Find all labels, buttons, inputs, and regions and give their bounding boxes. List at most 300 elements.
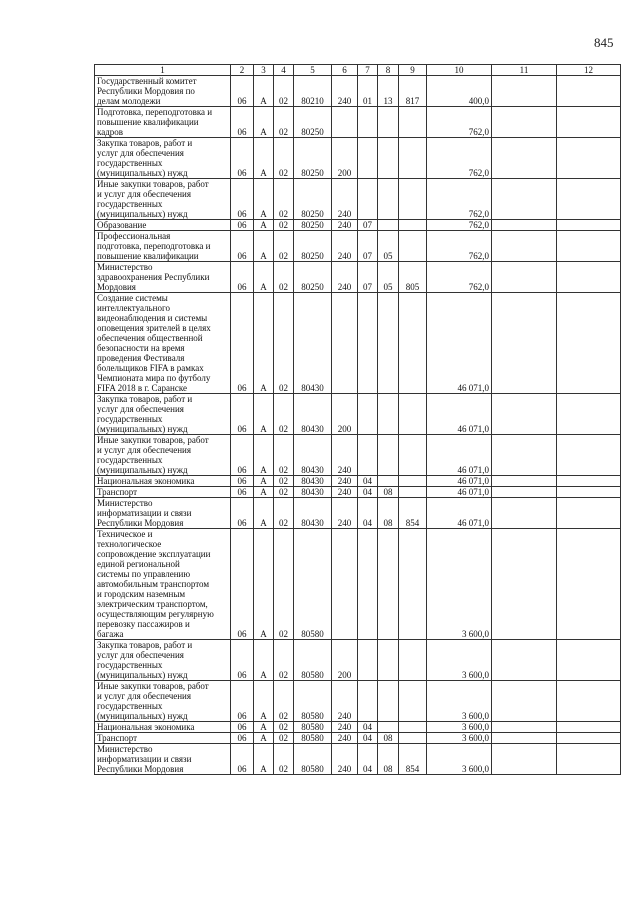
code-cell-c3: А: [254, 220, 274, 231]
code-cell-c9: [399, 179, 427, 220]
code-cell-c8: [378, 220, 399, 231]
amount-cell: 46 071,0: [427, 487, 492, 498]
code-cell-c4: 02: [274, 498, 294, 529]
row-name-line: информатизации и связи: [97, 508, 192, 518]
amount-cell: 762,0: [427, 231, 492, 262]
row-name-line: и услуг для обеспечения: [97, 189, 192, 199]
amount-cell: 762,0: [427, 220, 492, 231]
row-name-line: Техническое и: [97, 529, 153, 539]
column-header: 3: [254, 65, 274, 76]
table-row: [95, 744, 621, 775]
code-cell-c5: 80430: [294, 487, 332, 498]
row-name-line: Государственный комитет: [97, 76, 197, 86]
amount-cell: 3 600,0: [427, 722, 492, 733]
code-cell-c9: 805: [399, 262, 427, 293]
code-cell-c3: А: [254, 262, 274, 293]
row-name-line: Мордовия: [97, 282, 136, 292]
code-cell-c2: 06: [231, 681, 254, 722]
table-row: [95, 231, 621, 262]
code-cell-c5: 80210: [294, 76, 332, 107]
budget-table: [94, 64, 621, 775]
column-header: 6: [332, 65, 358, 76]
code-cell-c12: [557, 476, 621, 487]
row-name-line: обеспечения общественной: [97, 333, 203, 343]
row-name-line: Министерство: [97, 744, 153, 754]
row-name-line: Закупка товаров, работ и: [97, 394, 193, 404]
code-cell-c11: [492, 733, 557, 744]
code-cell-c12: [557, 487, 621, 498]
amount-cell: 3 600,0: [427, 744, 492, 775]
row-name-line: сопровождение эксплуатации: [97, 549, 211, 559]
code-cell-c3: А: [254, 138, 274, 179]
code-cell-c2: 06: [231, 394, 254, 435]
code-cell-c8: [378, 179, 399, 220]
code-cell-c2: 06: [231, 220, 254, 231]
code-cell-c12: [557, 138, 621, 179]
row-name-line: государственных: [97, 701, 163, 711]
amount-cell: 46 071,0: [427, 476, 492, 487]
row-name-cell: [95, 733, 231, 744]
row-name-cell: [95, 681, 231, 722]
row-name-line: безопасности на время: [97, 343, 185, 353]
column-header: 11: [492, 65, 557, 76]
code-cell-c5: 80580: [294, 529, 332, 640]
code-cell-c11: [492, 293, 557, 394]
code-cell-c12: [557, 435, 621, 476]
code-cell-c4: 02: [274, 476, 294, 487]
code-cell-c12: [557, 681, 621, 722]
code-cell-c3: А: [254, 498, 274, 529]
row-name-line: Министерство: [97, 498, 153, 508]
code-cell-c9: 854: [399, 498, 427, 529]
code-cell-c7: 04: [358, 476, 378, 487]
code-cell-c4: 02: [274, 231, 294, 262]
row-name-line: Республики Мордовия: [97, 764, 184, 774]
row-name-cell: [95, 394, 231, 435]
code-cell-c5: 80580: [294, 681, 332, 722]
row-name-line: здравоохранения Республики: [97, 272, 210, 282]
code-cell-c7: 04: [358, 722, 378, 733]
code-cell-c12: [557, 640, 621, 681]
code-cell-c7: 07: [358, 262, 378, 293]
row-name-line: информатизации и связи: [97, 754, 192, 764]
row-name-line: осуществляющим регулярную: [97, 609, 214, 619]
code-cell-c11: [492, 529, 557, 640]
code-cell-c2: 06: [231, 107, 254, 138]
code-cell-c2: 06: [231, 435, 254, 476]
amount-cell: 762,0: [427, 262, 492, 293]
code-cell-c3: А: [254, 476, 274, 487]
code-cell-c6: 200: [332, 138, 358, 179]
row-name-cell: [95, 262, 231, 293]
code-cell-c11: [492, 231, 557, 262]
row-name-line: Создание системы: [97, 293, 168, 303]
code-cell-c8: [378, 394, 399, 435]
code-cell-c9: [399, 640, 427, 681]
table-row: [95, 107, 621, 138]
table-row: [95, 476, 621, 487]
code-cell-c8: [378, 681, 399, 722]
code-cell-c4: 02: [274, 76, 294, 107]
row-name-cell: [95, 179, 231, 220]
code-cell-c12: [557, 744, 621, 775]
row-name-line: электрическим транспортом,: [97, 599, 208, 609]
table-row: [95, 76, 621, 107]
code-cell-c9: [399, 231, 427, 262]
code-cell-c3: А: [254, 744, 274, 775]
code-cell-c7: 07: [358, 231, 378, 262]
row-name-line: Транспорт: [97, 733, 138, 743]
header-row: [95, 65, 621, 76]
code-cell-c3: А: [254, 107, 274, 138]
code-cell-c3: А: [254, 722, 274, 733]
code-cell-c3: А: [254, 487, 274, 498]
code-cell-c7: [358, 107, 378, 138]
code-cell-c3: А: [254, 733, 274, 744]
row-name-line: интеллектуального: [97, 303, 170, 313]
code-cell-c12: [557, 76, 621, 107]
code-cell-c9: [399, 529, 427, 640]
code-cell-c6: 240: [332, 220, 358, 231]
code-cell-c11: [492, 220, 557, 231]
code-cell-c12: [557, 262, 621, 293]
code-cell-c6: 240: [332, 435, 358, 476]
table-row: [95, 498, 621, 529]
code-cell-c6: 240: [332, 179, 358, 220]
code-cell-c6: 240: [332, 733, 358, 744]
amount-cell: 3 600,0: [427, 529, 492, 640]
row-name-line: государственных: [97, 158, 163, 168]
row-name-cell: [95, 529, 231, 640]
row-name-cell: [95, 76, 231, 107]
code-cell-c2: 06: [231, 262, 254, 293]
code-cell-c3: А: [254, 293, 274, 394]
code-cell-c6: 200: [332, 394, 358, 435]
code-cell-c11: [492, 262, 557, 293]
code-cell-c8: [378, 722, 399, 733]
code-cell-c6: 240: [332, 681, 358, 722]
row-name-line: системы по управлению: [97, 569, 191, 579]
code-cell-c8: 08: [378, 498, 399, 529]
row-name-line: государственных: [97, 414, 163, 424]
code-cell-c7: [358, 138, 378, 179]
row-name-line: Иные закупки товаров, работ: [97, 435, 209, 445]
code-cell-c4: 02: [274, 220, 294, 231]
code-cell-c4: 02: [274, 487, 294, 498]
code-cell-c4: 02: [274, 293, 294, 394]
code-cell-c5: 80580: [294, 733, 332, 744]
code-cell-c5: 80580: [294, 722, 332, 733]
row-name-line: (муниципальных) нужд: [97, 209, 188, 219]
row-name-line: Иные закупки товаров, работ: [97, 179, 209, 189]
code-cell-c4: 02: [274, 262, 294, 293]
row-name-line: оповещения зрителей в целях: [97, 323, 211, 333]
code-cell-c11: [492, 681, 557, 722]
code-cell-c7: [358, 394, 378, 435]
code-cell-c6: 240: [332, 487, 358, 498]
code-cell-c6: 240: [332, 231, 358, 262]
code-cell-c7: 07: [358, 220, 378, 231]
code-cell-c11: [492, 435, 557, 476]
code-cell-c2: 06: [231, 529, 254, 640]
code-cell-c5: 80430: [294, 394, 332, 435]
code-cell-c6: 240: [332, 262, 358, 293]
row-name-cell: [95, 498, 231, 529]
row-name-line: и услуг для обеспечения: [97, 691, 192, 701]
row-name-line: технологическое: [97, 539, 162, 549]
code-cell-c8: [378, 476, 399, 487]
code-cell-c12: [557, 722, 621, 733]
code-cell-c7: 04: [358, 744, 378, 775]
code-cell-c9: 854: [399, 744, 427, 775]
table-row: [95, 487, 621, 498]
code-cell-c7: 04: [358, 733, 378, 744]
code-cell-c7: 04: [358, 487, 378, 498]
column-header: 8: [378, 65, 399, 76]
code-cell-c2: 06: [231, 487, 254, 498]
code-cell-c5: 80430: [294, 293, 332, 394]
code-cell-c4: 02: [274, 529, 294, 640]
table-row: [95, 394, 621, 435]
code-cell-c6: 200: [332, 640, 358, 681]
code-cell-c5: 80250: [294, 231, 332, 262]
row-name-cell: [95, 138, 231, 179]
code-cell-c5: 80430: [294, 435, 332, 476]
code-cell-c3: А: [254, 681, 274, 722]
row-name-line: (муниципальных) нужд: [97, 168, 188, 178]
page-number: 845: [594, 35, 614, 50]
code-cell-c2: 06: [231, 498, 254, 529]
code-cell-c7: 04: [358, 498, 378, 529]
code-cell-c5: 80430: [294, 476, 332, 487]
code-cell-c8: [378, 293, 399, 394]
table-row: [95, 179, 621, 220]
code-cell-c6: [332, 107, 358, 138]
code-cell-c2: 06: [231, 640, 254, 681]
row-name-line: перевозку пассажиров и: [97, 619, 190, 629]
code-cell-c5: 80250: [294, 107, 332, 138]
code-cell-c9: [399, 722, 427, 733]
code-cell-c9: [399, 394, 427, 435]
table-row: [95, 529, 621, 640]
code-cell-c8: 08: [378, 744, 399, 775]
code-cell-c9: [399, 138, 427, 179]
code-cell-c3: А: [254, 640, 274, 681]
code-cell-c12: [557, 498, 621, 529]
row-name-line: проведения Фестиваля: [97, 353, 185, 363]
code-cell-c9: [399, 681, 427, 722]
code-cell-c6: 240: [332, 498, 358, 529]
code-cell-c2: 06: [231, 293, 254, 394]
code-cell-c11: [492, 107, 557, 138]
code-cell-c6: [332, 529, 358, 640]
code-cell-c5: 80250: [294, 220, 332, 231]
column-header: 9: [399, 65, 427, 76]
amount-cell: 3 600,0: [427, 733, 492, 744]
code-cell-c7: [358, 681, 378, 722]
row-name-cell: [95, 487, 231, 498]
code-cell-c4: 02: [274, 107, 294, 138]
code-cell-c11: [492, 498, 557, 529]
code-cell-c4: 02: [274, 394, 294, 435]
code-cell-c12: [557, 529, 621, 640]
code-cell-c2: 06: [231, 722, 254, 733]
row-name-line: услуг для обеспечения: [97, 148, 184, 158]
row-name-cell: [95, 107, 231, 138]
row-name-line: (муниципальных) нужд: [97, 424, 188, 434]
row-name-cell: [95, 476, 231, 487]
row-name-line: государственных: [97, 660, 163, 670]
code-cell-c9: [399, 487, 427, 498]
row-name-line: автомобильным транспортом: [97, 579, 210, 589]
row-name-line: повышение квалификации: [97, 251, 199, 261]
table-row: [95, 138, 621, 179]
code-cell-c11: [492, 476, 557, 487]
amount-cell: 762,0: [427, 107, 492, 138]
code-cell-c3: А: [254, 76, 274, 107]
table-row: [95, 293, 621, 394]
code-cell-c3: А: [254, 529, 274, 640]
table-row: [95, 435, 621, 476]
code-cell-c7: [358, 435, 378, 476]
row-name-line: подготовка, переподготовка и: [97, 241, 211, 251]
code-cell-c2: 06: [231, 744, 254, 775]
row-name-line: и услуг для обеспечения: [97, 445, 192, 455]
code-cell-c8: 05: [378, 262, 399, 293]
code-cell-c4: 02: [274, 179, 294, 220]
column-header: 7: [358, 65, 378, 76]
code-cell-c11: [492, 722, 557, 733]
code-cell-c9: [399, 220, 427, 231]
code-cell-c9: [399, 293, 427, 394]
code-cell-c2: 06: [231, 76, 254, 107]
code-cell-c12: [557, 231, 621, 262]
code-cell-c4: 02: [274, 640, 294, 681]
amount-cell: 46 071,0: [427, 498, 492, 529]
row-name-line: (муниципальных) нужд: [97, 670, 188, 680]
code-cell-c4: 02: [274, 681, 294, 722]
code-cell-c8: 08: [378, 733, 399, 744]
code-cell-c8: [378, 138, 399, 179]
row-name-line: государственных: [97, 455, 163, 465]
row-name-cell: [95, 435, 231, 476]
row-name-line: Закупка товаров, работ и: [97, 138, 193, 148]
code-cell-c9: 817: [399, 76, 427, 107]
row-name-line: государственных: [97, 199, 163, 209]
code-cell-c11: [492, 487, 557, 498]
code-cell-c8: 13: [378, 76, 399, 107]
code-cell-c8: 08: [378, 487, 399, 498]
amount-cell: 46 071,0: [427, 435, 492, 476]
code-cell-c6: 240: [332, 744, 358, 775]
code-cell-c6: 240: [332, 76, 358, 107]
code-cell-c12: [557, 733, 621, 744]
code-cell-c12: [557, 394, 621, 435]
row-name-line: Республики Мордовия по: [97, 86, 195, 96]
column-header: 12: [557, 65, 621, 76]
row-name-line: услуг для обеспечения: [97, 404, 184, 414]
table-body: [95, 76, 621, 775]
column-header: 5: [294, 65, 332, 76]
code-cell-c3: А: [254, 231, 274, 262]
row-name-line: (муниципальных) нужд: [97, 465, 188, 475]
code-cell-c9: [399, 435, 427, 476]
code-cell-c8: [378, 435, 399, 476]
code-cell-c3: А: [254, 179, 274, 220]
table-row: [95, 262, 621, 293]
row-name-line: Подготовка, переподготовка и: [97, 107, 213, 117]
table-row: [95, 722, 621, 733]
column-header: 1: [95, 65, 231, 76]
row-name-line: услуг для обеспечения: [97, 650, 184, 660]
row-name-line: Иные закупки товаров, работ: [97, 681, 209, 691]
row-name-line: кадров: [97, 127, 124, 137]
amount-cell: 762,0: [427, 138, 492, 179]
amount-cell: 400,0: [427, 76, 492, 107]
amount-cell: 46 071,0: [427, 293, 492, 394]
row-name-line: Профессиональная: [97, 231, 171, 241]
row-name-cell: [95, 220, 231, 231]
code-cell-c12: [557, 179, 621, 220]
code-cell-c11: [492, 640, 557, 681]
row-name-line: Закупка товаров, работ и: [97, 640, 193, 650]
row-name-line: Министерство: [97, 262, 153, 272]
code-cell-c9: [399, 733, 427, 744]
code-cell-c2: 06: [231, 138, 254, 179]
column-header: 10: [427, 65, 492, 76]
code-cell-c7: [358, 293, 378, 394]
code-cell-c4: 02: [274, 733, 294, 744]
code-cell-c5: 80250: [294, 262, 332, 293]
row-name-line: и городским наземным: [97, 589, 186, 599]
code-cell-c8: 05: [378, 231, 399, 262]
amount-cell: 762,0: [427, 179, 492, 220]
code-cell-c2: 06: [231, 231, 254, 262]
code-cell-c11: [492, 179, 557, 220]
code-cell-c3: А: [254, 394, 274, 435]
code-cell-c2: 06: [231, 179, 254, 220]
amount-cell: 3 600,0: [427, 681, 492, 722]
code-cell-c9: [399, 107, 427, 138]
code-cell-c4: 02: [274, 722, 294, 733]
row-name-line: Образование: [97, 220, 147, 230]
code-cell-c4: 02: [274, 744, 294, 775]
code-cell-c12: [557, 293, 621, 394]
row-name-line: видеонаблюдения и системы: [97, 313, 208, 323]
row-name-line: повышение квалификации: [97, 117, 199, 127]
row-name-line: багажа: [97, 629, 124, 639]
code-cell-c8: [378, 640, 399, 681]
table-row: [95, 681, 621, 722]
row-name-line: (муниципальных) нужд: [97, 711, 188, 721]
code-cell-c7: 01: [358, 76, 378, 107]
row-name-cell: [95, 231, 231, 262]
row-name-line: Чемпионата мира по футболу: [97, 373, 211, 383]
code-cell-c3: А: [254, 435, 274, 476]
row-name-line: Транспорт: [97, 487, 138, 497]
code-cell-c12: [557, 107, 621, 138]
amount-cell: 3 600,0: [427, 640, 492, 681]
row-name-cell: [95, 722, 231, 733]
table-row: [95, 640, 621, 681]
row-name-line: болельщиков FIFA в рамках: [97, 363, 204, 373]
code-cell-c11: [492, 394, 557, 435]
code-cell-c5: 80580: [294, 640, 332, 681]
row-name-cell: [95, 293, 231, 394]
row-name-cell: [95, 744, 231, 775]
table-row: [95, 733, 621, 744]
table-row: [95, 220, 621, 231]
